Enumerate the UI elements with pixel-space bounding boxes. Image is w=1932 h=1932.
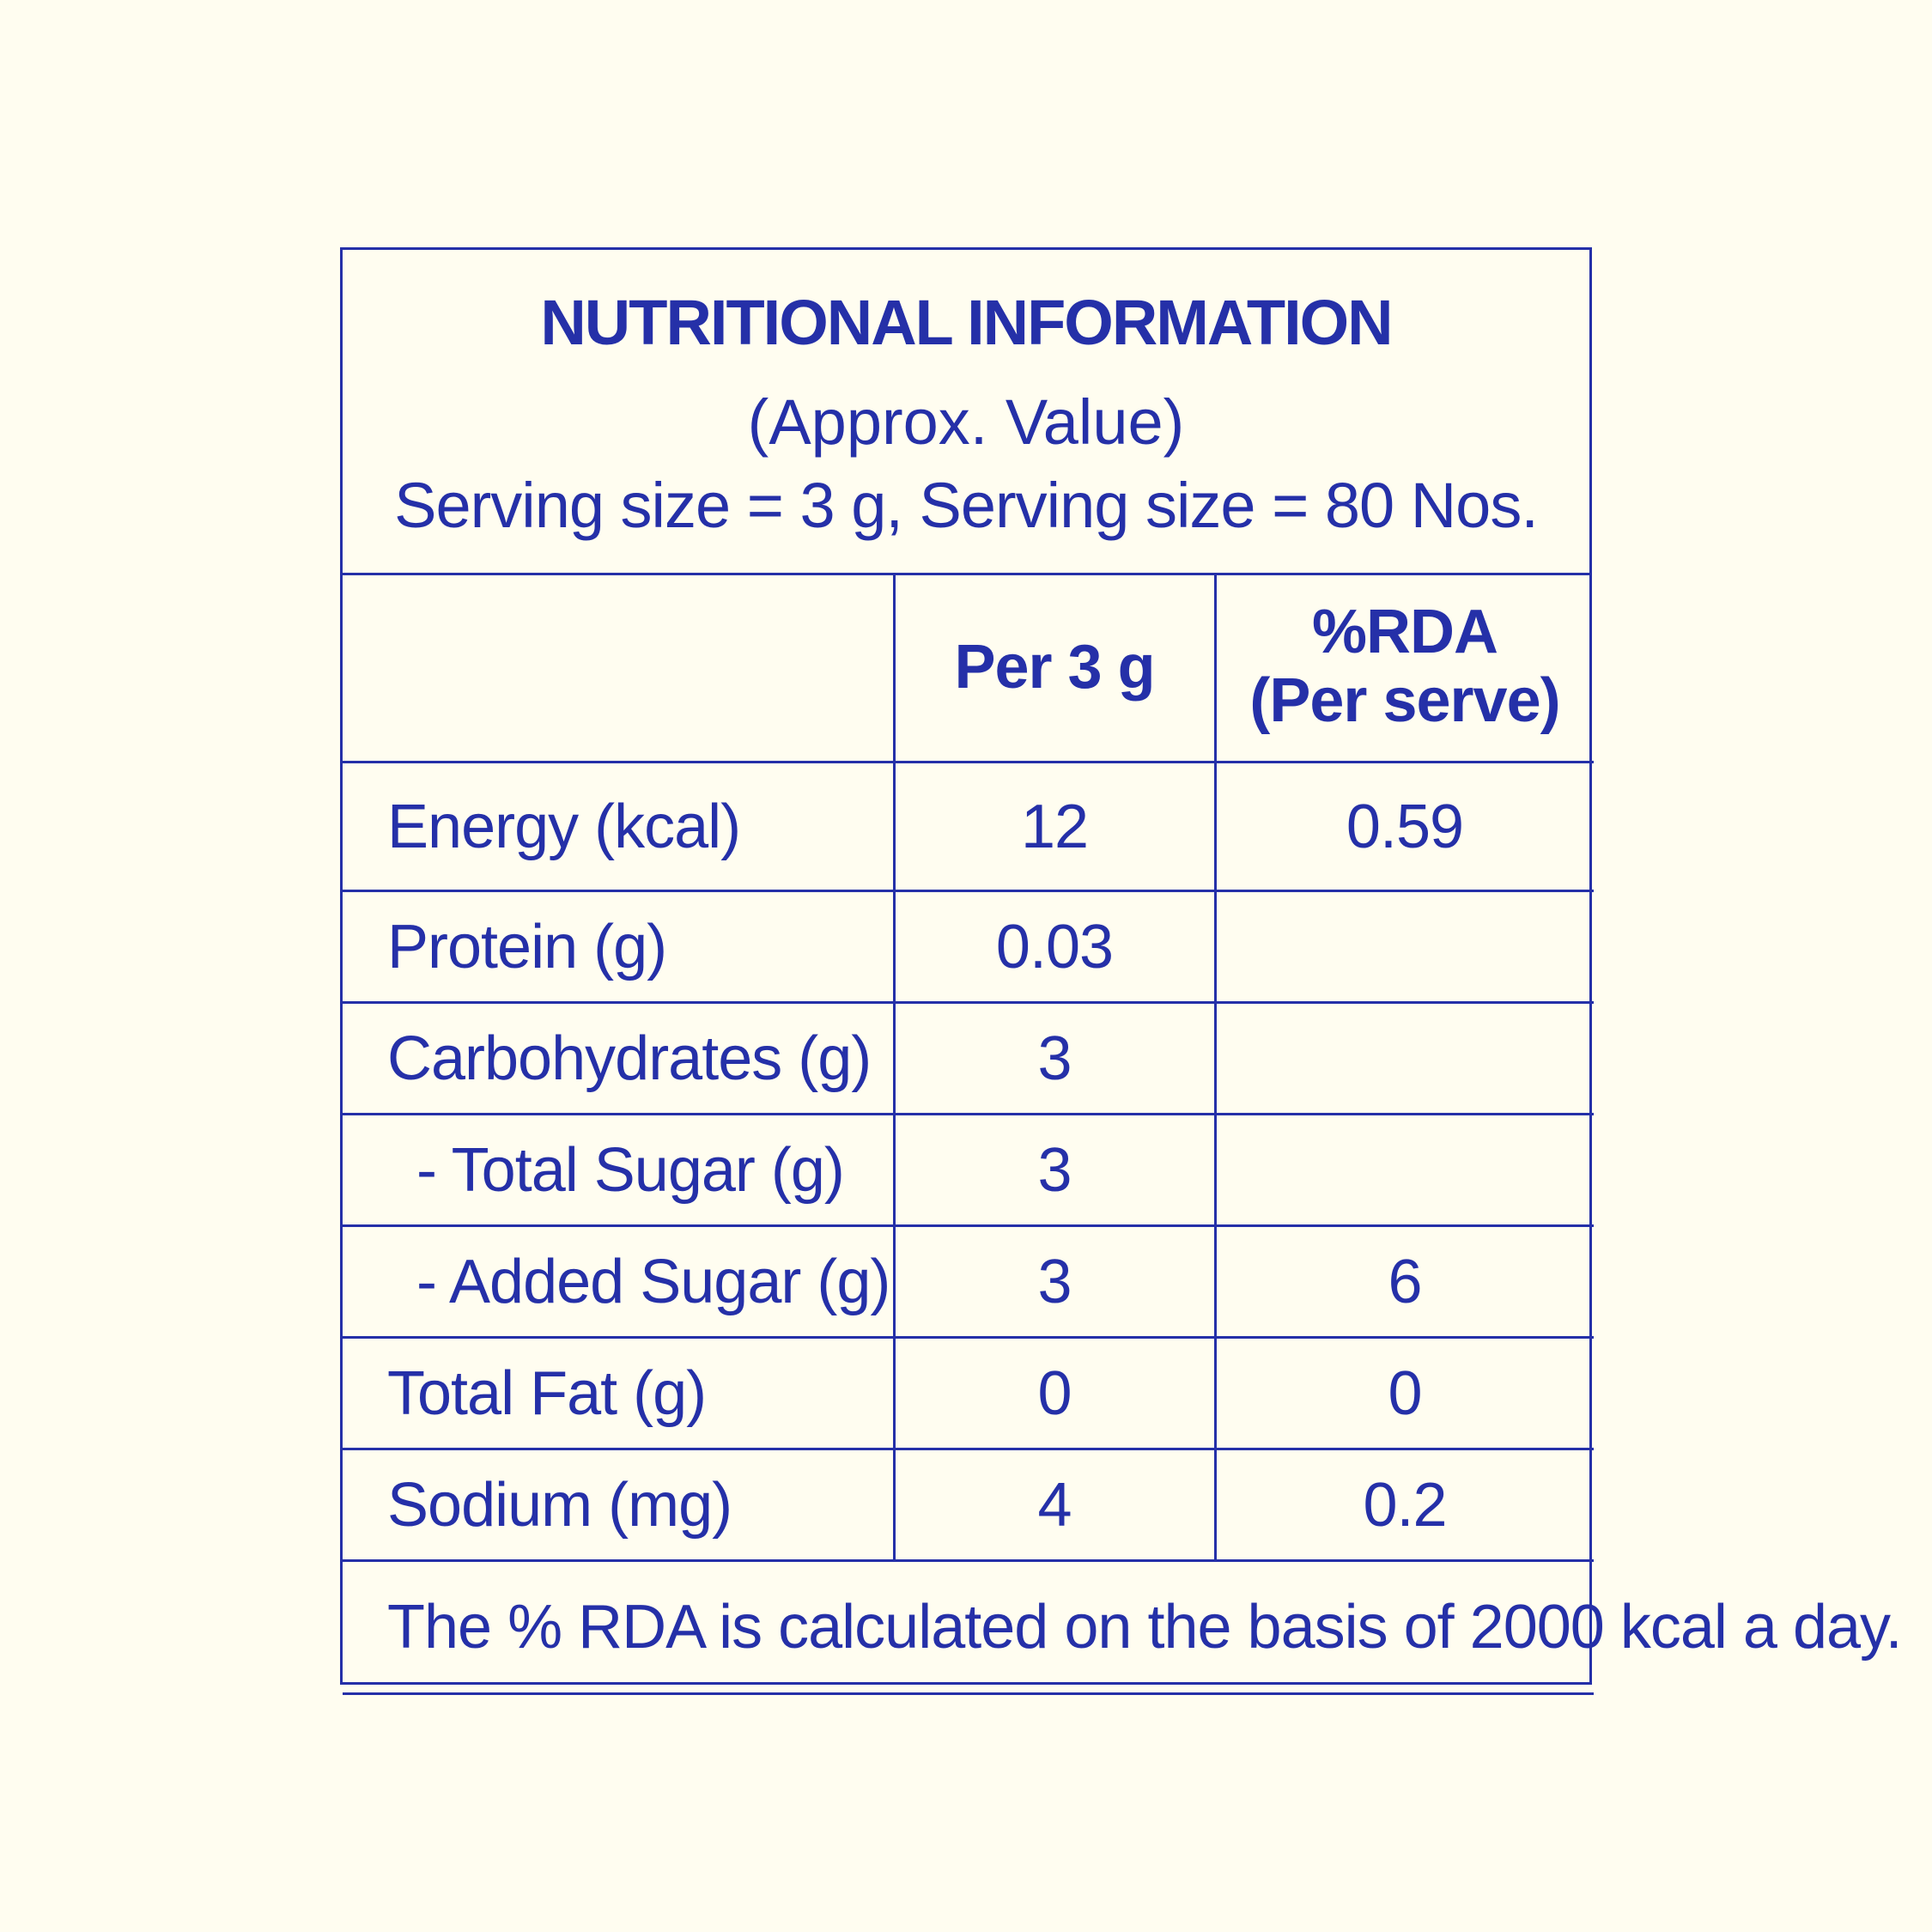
rda-footnote: The % RDA is calculated on the basis of 2000 kcal a day.	[343, 1561, 1594, 1694]
table-row	[343, 1226, 1594, 1338]
table-header-row	[343, 573, 1594, 762]
rda-value: 6	[1215, 1226, 1594, 1338]
per-value: 3	[894, 1003, 1215, 1115]
serving-size-text: Serving size = 3 g, Serving size = 80 Nos.	[394, 470, 1538, 541]
header-rda-line1: %RDA	[1311, 598, 1498, 667]
per-value: 0.03	[894, 891, 1215, 1003]
nutrition-table	[343, 573, 1902, 1695]
panel-title: NUTRITIONAL INFORMATION	[540, 287, 1392, 358]
nutrition-panel	[340, 247, 1902, 1685]
panel-subtitle: (Approx. Value)	[747, 386, 1185, 458]
footnote-row	[343, 1561, 1594, 1694]
nutrient-name: Total Fat (g)	[343, 1338, 894, 1449]
table-row	[343, 762, 1594, 891]
nutrient-name: Sodium (mg)	[343, 1449, 894, 1561]
nutrient-name: - Added Sugar (g)	[343, 1226, 894, 1338]
table-row	[343, 1449, 1594, 1561]
per-value: 0	[894, 1338, 1215, 1449]
nutrient-name: Protein (g)	[343, 891, 894, 1003]
rda-value	[1215, 1115, 1594, 1226]
rda-value: 0.59	[1215, 762, 1594, 891]
table-row	[343, 1003, 1594, 1115]
nutrient-name: Carbohydrates (g)	[343, 1003, 894, 1115]
table-row	[343, 1115, 1594, 1226]
rda-value: 0.2	[1215, 1449, 1594, 1561]
rda-value	[1215, 1003, 1594, 1115]
rda-value: 0	[1215, 1338, 1594, 1449]
per-value: 3	[894, 1226, 1215, 1338]
table-row	[343, 891, 1594, 1003]
per-value: 12	[894, 762, 1215, 891]
header-rda-line2: (Per serve)	[1249, 665, 1560, 735]
table-row	[343, 1338, 1594, 1449]
header-per-cell: Per 3 g	[894, 573, 1215, 762]
nutrient-name: Energy (kcal)	[343, 762, 894, 891]
nutrient-name: - Total Sugar (g)	[343, 1115, 894, 1226]
header-nutrient-cell	[343, 573, 894, 762]
per-value: 3	[894, 1115, 1215, 1226]
rda-value	[1215, 891, 1594, 1003]
header-rda-cell	[1215, 573, 1594, 762]
per-value: 4	[894, 1449, 1215, 1561]
panel-header	[343, 250, 1589, 575]
